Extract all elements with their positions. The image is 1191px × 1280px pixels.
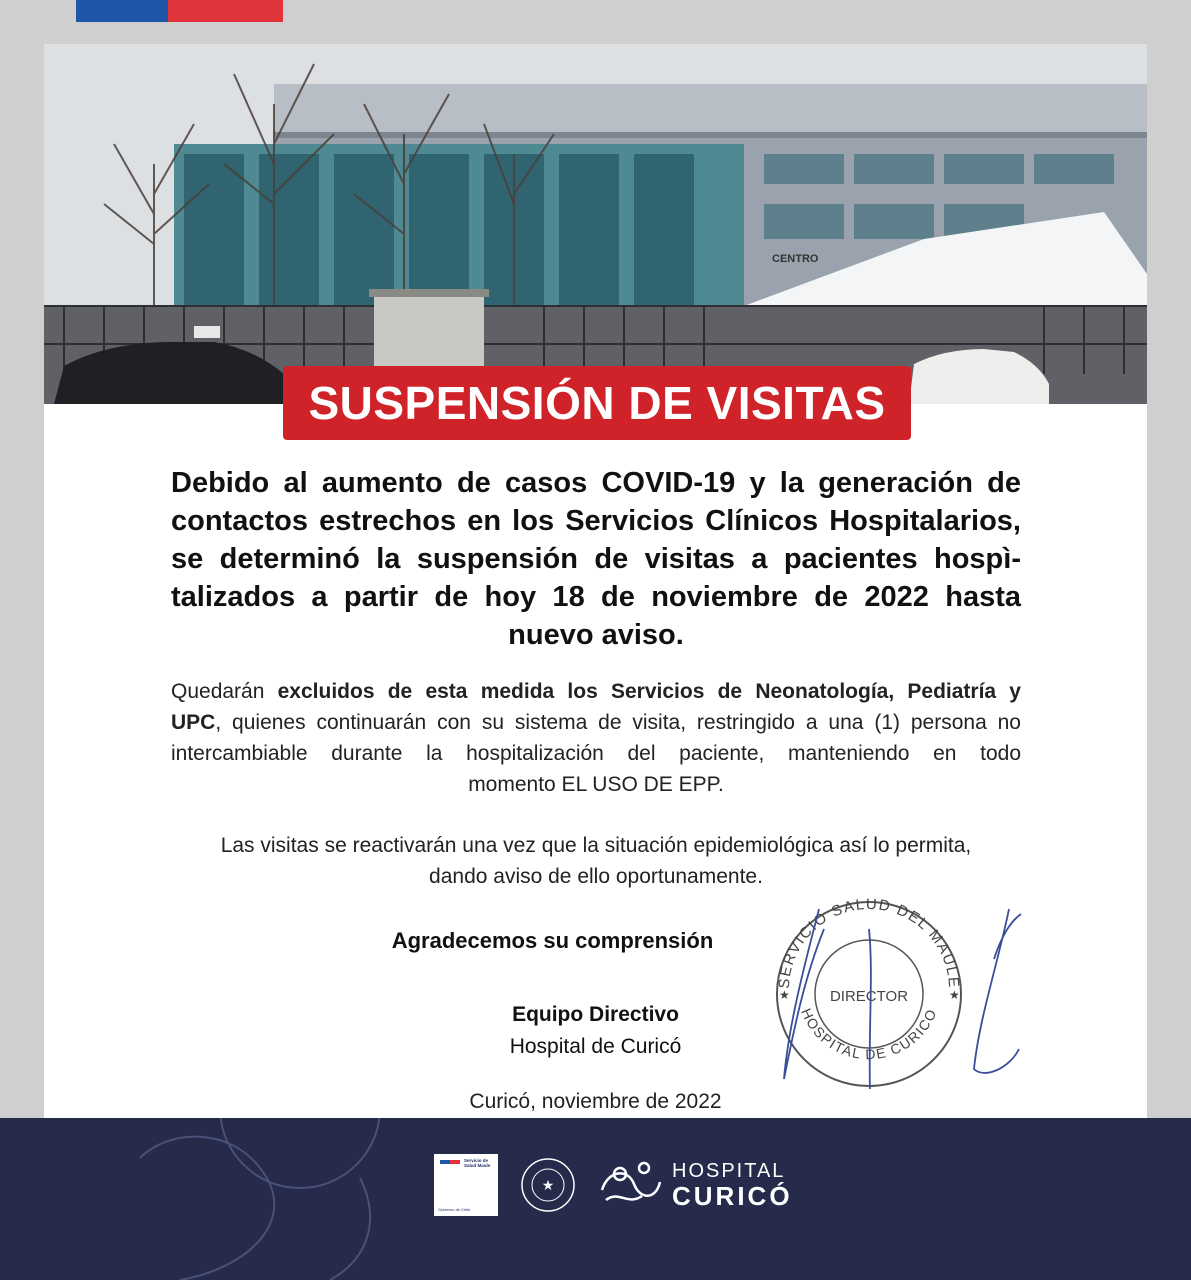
footer-decoration	[0, 1118, 420, 1280]
hospital-name: Hospital de Curicó	[509, 1035, 682, 1058]
stamp-bottom-text: HOSPITAL DE CURICO	[798, 1005, 940, 1063]
gob-logo-line1: Servicio de Salud Maule	[464, 1158, 491, 1168]
svg-text:★: ★	[541, 1177, 555, 1193]
flag-red-segment	[168, 0, 283, 22]
paragraph-line: intercambiable durante la hospitalización del paciente, manteniendo en todo	[171, 742, 1021, 765]
lead-line: talizados a partir de hoy 18 de noviembre de 2022 hasta	[171, 581, 1021, 613]
thanks-line: Agradecemos su comprensión	[391, 928, 714, 953]
hospital-photo	[44, 44, 1147, 404]
flag-blue-segment	[76, 0, 168, 22]
flag-icon	[440, 1160, 460, 1164]
lead-paragraph	[171, 464, 1021, 654]
notice-card	[44, 44, 1147, 1118]
exclusions-paragraph	[171, 676, 1021, 800]
paragraph-line: momento EL USO DE EPP.	[468, 773, 724, 796]
gobierno-logo	[434, 1154, 498, 1216]
stamp-star-icon: ★	[949, 988, 960, 1002]
hospital-logo-icon	[598, 1160, 664, 1210]
paragraph-line	[171, 676, 1021, 707]
text-run-bold: UPC	[171, 711, 216, 734]
paragraph-line: Las visitas se reactivarán una vez que la situación epidemiológica así lo permita,	[220, 834, 972, 857]
banner-title: SUSPENSIÓN DE VISITAS	[308, 377, 886, 429]
stamp-ring-text: SERVICIO SALUD DEL MAULE	[775, 895, 963, 990]
stamp-center-text: DIRECTOR	[829, 988, 909, 1005]
lead-line: se determinó la suspensión de visitas a pacientes hospì-	[171, 543, 1021, 575]
hospital-logo-text	[672, 1161, 793, 1209]
hospital-logo-line2: CURICÓ	[672, 1181, 793, 1211]
footer-bar	[0, 1118, 1191, 1280]
hospital-logo-line1: HOSPITAL	[672, 1160, 786, 1182]
team-name: Equipo Directivo	[512, 1003, 679, 1026]
hospital-curico-logo	[598, 1160, 793, 1210]
stamp-star-icon: ★	[779, 988, 790, 1002]
photo-sign-text: CENTRO	[772, 253, 819, 265]
paragraph-line	[171, 707, 1021, 738]
lead-line: nuevo aviso.	[508, 619, 684, 651]
text-run: Quedarán	[171, 680, 278, 703]
title-banner	[283, 366, 911, 440]
paragraph-line: dando aviso de ello oportunamente.	[429, 865, 763, 888]
accreditation-seal-icon	[518, 1155, 578, 1215]
lead-line: contactos estrechos en los Servicios Clínicos Hospitalarios,	[171, 505, 1021, 537]
director-stamp	[749, 869, 1029, 1089]
flag-stripe	[76, 0, 283, 22]
gob-logo-line2: Gobierno de Chile	[438, 1207, 471, 1212]
footer-logos	[434, 1150, 793, 1220]
text-run-bold: excluidos de esta medida los Servicios de Neonatología, Pediatría y	[277, 680, 1021, 703]
date-line: Curicó, noviembre de 2022	[469, 1090, 722, 1113]
text-run: , quienes continuarán con su sistema de visita, restringido a una (1) persona no	[215, 711, 1021, 734]
lead-line: Debido al aumento de casos COVID-19 y la generación de	[171, 467, 1021, 499]
